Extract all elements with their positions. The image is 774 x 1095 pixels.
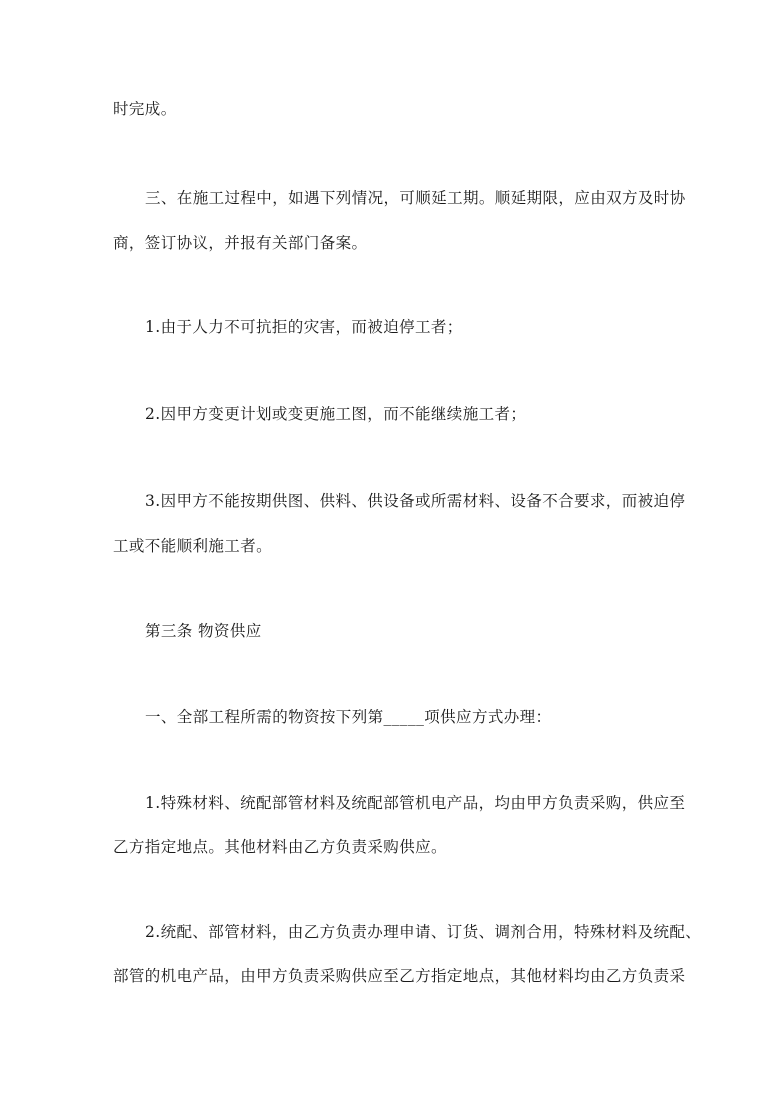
text-line-5: 2.因甲方变更计划或变更施工图，而不能继续施工者；	[145, 405, 527, 423]
text-line-2: 三、在施工过程中，如遇下列情况，可顺延工期。顺延期限，应由双方及时协	[145, 189, 686, 207]
text-line-11: 乙方指定地点。其他材料由乙方负责采购供应。	[113, 838, 447, 856]
text-line-10: 1.特殊材料、统配部管材料及统配部管机电产品，均由甲方负责采购，供应至	[145, 794, 686, 812]
section-heading: 第三条 物资供应	[145, 622, 262, 640]
text-line-1: 时完成。	[113, 100, 177, 118]
text-line-12: 2.统配、部管材料，由乙方负责办理申请、订货、调剂合用，特殊材料及统配、	[145, 923, 702, 941]
text-line-3: 商，签订协议，并报有关部门备案。	[113, 234, 368, 252]
text-line-6: 3.因甲方不能按期供图、供料、供设备或所需材料、设备不合要求，而被迫停	[145, 492, 686, 510]
text-line-4: 1.由于人力不可抗拒的灾害，而被迫停工者；	[145, 318, 463, 336]
text-line-9: 一、全部工程所需的物资按下列第_____项供应方式办理：	[145, 708, 552, 726]
text-line-7: 工或不能顺利施工者。	[113, 537, 273, 555]
text-line-13: 部管的机电产品，由甲方负责采购供应至乙方指定地点，其他材料均由乙方负责采	[113, 967, 686, 985]
